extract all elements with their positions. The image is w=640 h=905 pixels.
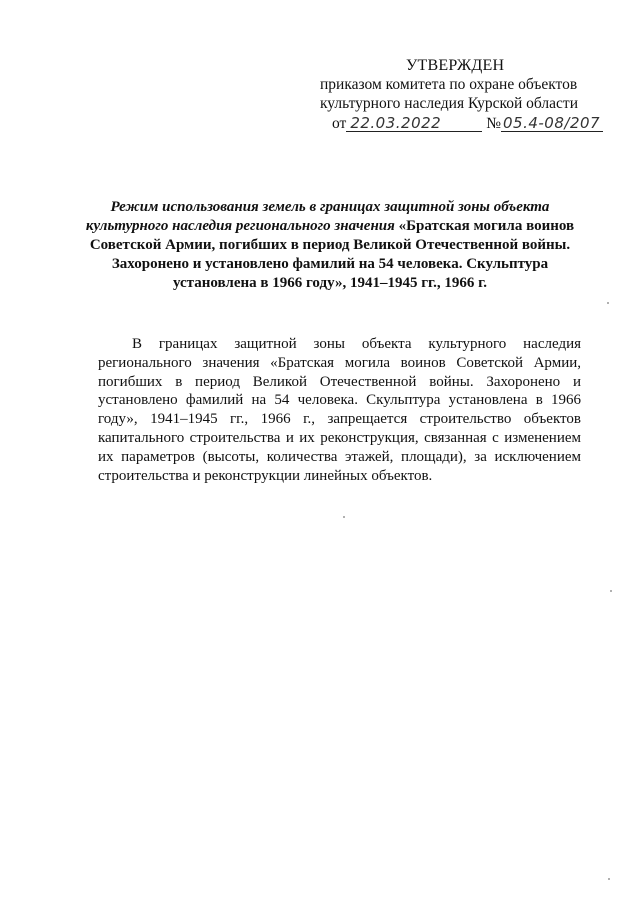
scan-speck — [343, 516, 345, 518]
number-prefix: № — [486, 115, 501, 132]
approval-date-number-line — [320, 114, 620, 133]
handwritten-number: 05.4-08/207 — [501, 116, 603, 132]
approval-stamp-title: УТВЕРЖДЕН — [406, 57, 505, 74]
document-title — [80, 198, 580, 293]
document-body-paragraph: В границах защитной зоны объекта культурного наследия регионального значения «Братская могила воинов Советской Армии, погибших в период Великой Отечественной войны. Захоронено и установлено фамилий на 54 человека. Скульптура установлена в 1966 году», 1941–1945 гг., 1966 г., запрещается строительство объектов капитального строительства и их реконструкция, связанная с изменением их параметров (высоты, количества этажей, площади), за исключением строительства и реконструкции линейных объектов. — [98, 336, 581, 484]
approval-committee-line: культурного наследия Курской области — [320, 95, 578, 112]
approval-order-line: приказом комитета по охране объектов — [320, 76, 578, 93]
date-prefix: от — [332, 115, 347, 132]
approval-block — [320, 56, 620, 133]
document-title-italic: Режим использования земель в границах защитной зоны объекта культурного наследия регионального значения — [85, 199, 550, 234]
scan-speck — [608, 878, 610, 880]
scan-speck — [607, 302, 609, 304]
document-title-rest: «Братская могила воинов Советской Армии, погибших в период Великой Отечественной войны. Захоронено и установлено фамилий на 54 человека. Скульптура установлена в 1966 году», 1941–1945 гг., 1966 г. — [89, 218, 575, 291]
scan-speck — [610, 590, 612, 592]
handwritten-date: 22.03.2022 — [346, 116, 482, 132]
